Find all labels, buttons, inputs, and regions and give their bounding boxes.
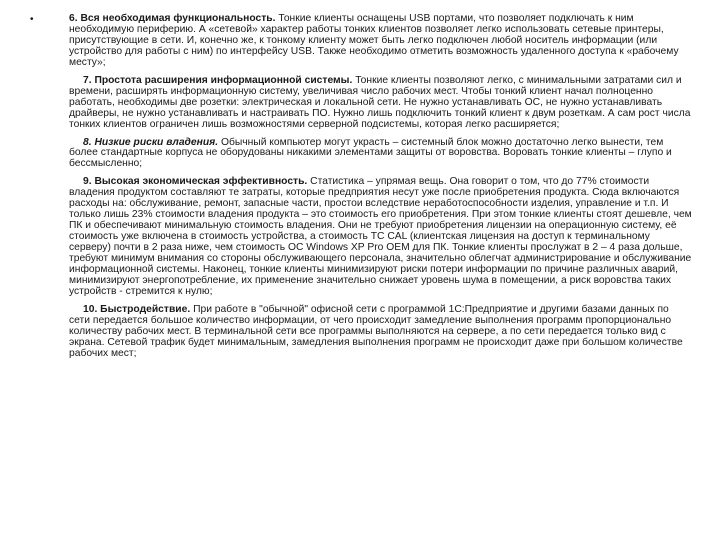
paragraph-heading: 9. Высокая экономическая эффективность. [83,176,308,188]
paragraph-performance [69,305,692,360]
paragraph-text: Тонкие клиенты позволяют легко, с минимальными затратами сил и времени, расширять информационную систему, увеличивая число рабочих мест. Чтобы тонкий клиент начал полноценно работать, необходимы две розетки: электрическая и локальной сети. Не нужно устанавливать ОС, не нужно устанавливать драйверы, не нужно устанавливать и настраивать ПО. Нужно лишь подключить тонкий клиент к двум розеткам. А сам рост числа тонких клиентов ограничен лишь возможностями серверной подсистемы, которая легко расширяется; [69,74,691,130]
paragraph-heading: 8. Низкие риски владения. [83,136,219,148]
paragraph-scalability [69,76,692,131]
paragraph-economic-efficiency [69,177,692,297]
paragraph-text: При работе в "обычной" офисной сети с программой 1С:Предприятие и другими базами данных по сети передается большое количество информации, от чего происходит замедление выполнения программ пропорционально количеству рабочих мест. В терминальной сети все программы выполняются на сервере, а по сети передается только вид с экрана. Сетевой трафик будет минимальным, замедления выполнения программ не происходит даже при большом количестве рабочих мест; [69,303,683,359]
paragraph-heading: 6. Вся необходимая функциональность. [69,13,276,24]
bullet-marker: • [30,14,34,25]
paragraph-heading: 7. Простота расширения информационной системы. [83,74,353,86]
paragraph-heading: 10. Быстродействие. [83,303,191,315]
paragraph-low-risk [69,138,692,171]
paragraph-functionality [69,14,692,69]
paragraph-text: Обычный компьютер могут украсть – системный блок можно достаточно легко вынести, тем более стандартные корпуса не оборудованы никакими элементами защиты от воровства. Воровать тонкие клиенты – глупо и бессмысленно; [69,136,672,170]
paragraph-text: Статистика – упрямая вещь. Она говорит о том, что до 77% стоимости владения продуктом составляют те затраты, которые предприятия несут уже после приобретения продукта. Сюда включаются расходы на: обслуживание, ремонт, запасные части, простои вследствие неработоспособности изделия, управление и т.п. И только лишь 23% стоимости владения продукта – это стоимость его приобретения. При этом тонкие клиенты стоят дешевле, чем ПК и обеспечивают минимальную стоимость владения. Они не требуют приобретения лицензии на операционную систему, её стоимость уже включена в стоимость устройства, а стоимость TC CAL (клиентская лицензия на доступ к терминальному серверу) почти в 2 раза ниже, чем стоимость ОС Windows XP Pro OEM для ПК. Тонкие клиенты прослужат в 2 – 4 раза дольше, требуют минимум внимания со стороны обслуживающего персонала, значительно облегчат администрирование и обслуживание информационной системы. Наконец, тонкие клиенты минимизируют риски потери информации по причине различных аварий, минимизируют энергопотребление, их применение значительно снижает уровень шума в помещении, а риск воровства таких устройств - стремится к нулю; [69,176,692,297]
paragraph-text: Тонкие клиенты оснащены USB портами, что позволяет подключать к ним необходимую периферию. А «сетевой» характер работы тонких клиентов позволяет легко использовать сетевые принтеры, присутствующие в сети. И, конечно же, к тонкому клиенту может быть легко подключен любой носитель информации (или устройство для работы с ним) по интерфейсу USB. Также необходимо отметить возможность удаленного доступа к «рабочему месту»; [69,13,679,68]
document-body [69,14,692,360]
